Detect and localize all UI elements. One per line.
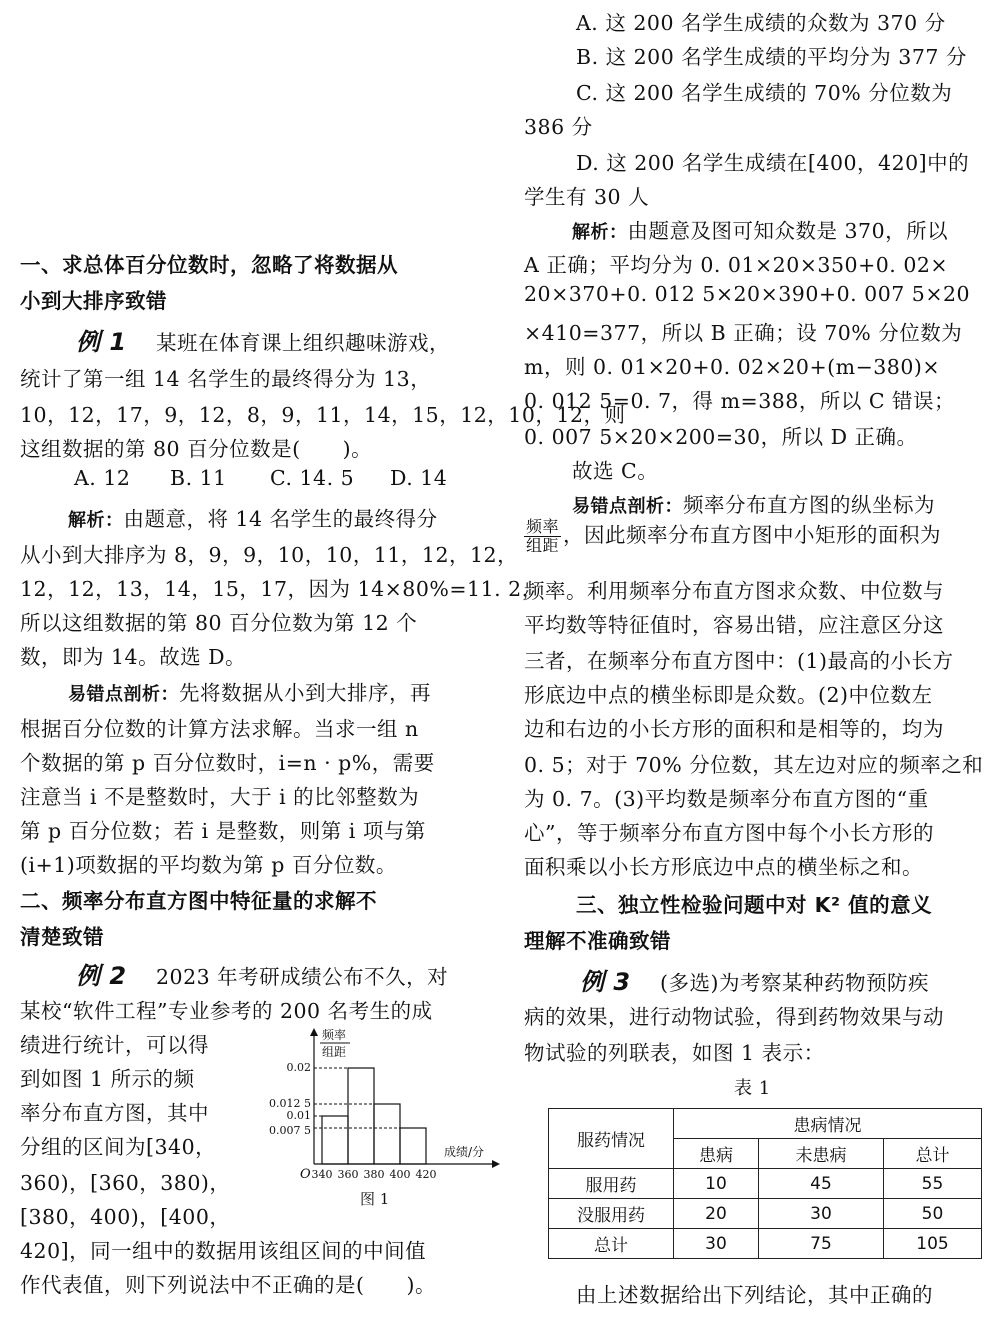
error-analysis-2-line-11: 面积乘以小长方形底边中点的横坐标之和。 [524, 855, 923, 879]
error-analysis-2-line-5: 三者，在频率分布直方图中：(1)最高的小长方 [524, 649, 954, 673]
table-cell: 45 [759, 1169, 884, 1199]
table-cell: 75 [759, 1229, 884, 1259]
figure-1-caption: 图 1 [360, 1190, 390, 1208]
table-row-label: 没服用药 [549, 1199, 674, 1229]
x-axis-label: 成绩/分 [444, 1145, 485, 1159]
solution-2-line-2: A 正确；平均分为 0. 01×20×350+0. 02× [524, 253, 949, 277]
error-analysis-2-line-8: 0. 5；对于 70% 分位数，其左边对应的频率之和 [524, 753, 984, 777]
section-2-title-line-2: 清楚致错 [20, 925, 104, 949]
solution-2-line-6: 0. 012 5=0. 7，得 m=388，所以 C 错误； [524, 389, 956, 413]
error-analysis-1-line-4: 注意当 i 不是整数时，大于 i 的比邻整数为 [20, 785, 420, 809]
section-1-title-line-2: 小到大排序致错 [20, 289, 167, 313]
example-1-line-1: 某班在体育课上组织趣味游戏， [156, 331, 450, 355]
x-tick-label: 420 [415, 1168, 437, 1181]
error-analysis-2-line-6: 形底边中点的横坐标即是众数。(2)中位数左 [524, 683, 933, 707]
error-analysis-2-first-line: 易错点剖析：频率分布直方图的纵坐标为 [572, 493, 935, 517]
example-2-line-9: 420]，同一组中的数据用该组区间的中间值 [20, 1239, 427, 1263]
error-analysis-2-line-10: 心”，等于频率分布直方图中每个小长方形的 [524, 821, 934, 845]
x-tick-label: 380 [363, 1168, 385, 1181]
solution-2-conclusion: 故选 C。 [572, 459, 659, 483]
histogram-bar [400, 1128, 426, 1164]
table-group-header: 患病情况 [674, 1109, 982, 1139]
histogram-bar [374, 1104, 400, 1164]
y-axis-label-top: 频率 [322, 1028, 347, 1042]
y-tick-label: 0.012 5 [269, 1097, 311, 1110]
solution-2-label: 解析： [572, 222, 628, 243]
table-col-header: 总计 [884, 1139, 982, 1169]
example-2-option-b: B. 这 200 名学生成绩的平均分为 377 分 [576, 45, 967, 69]
error-analysis-2-line-7: 边和右边的小长方形的面积和是相等的，均为 [524, 717, 944, 741]
table-cell: 55 [884, 1169, 982, 1199]
error-analysis-1-label: 易错点剖析： [68, 684, 179, 705]
table-row [549, 1229, 982, 1259]
table-col-header: 患病 [674, 1139, 759, 1169]
solution-1-line-3: 12，12，13，14，15，17，因为 14×80%=11. 2， [20, 577, 543, 601]
y-axis-label-bottom: 组距 [322, 1045, 347, 1059]
example-2-line-6: 分组的区间为[340， [20, 1135, 217, 1159]
y-tick-label: 0.02 [286, 1061, 311, 1074]
error-analysis-2-line-4: 平均数等特征值时，容易出错，应注意区分这 [524, 613, 944, 637]
solution-1-line-5: 数，即为 14。故选 D。 [20, 645, 247, 669]
error-analysis-2-label: 易错点剖析： [572, 496, 683, 517]
example-2-line-5: 率分布直方图，其中 [20, 1101, 209, 1125]
table-corner-cell: 服药情况 [549, 1109, 674, 1169]
example-1-option-b: B. 11 [170, 466, 227, 490]
error-analysis-1-line-6: (i+1)项数据的平均数为第 p 百分位数。 [20, 853, 397, 877]
example-1-line-4: 这组数据的第 80 百分位数是( )。 [20, 437, 373, 461]
table-cell: 105 [884, 1229, 982, 1259]
solution-2-line-7: 0. 007 5×20×200=30，所以 D 正确。 [524, 425, 918, 449]
table-1-caption: 表 1 [734, 1078, 771, 1099]
example-3-label: 例 3 [580, 968, 631, 996]
solution-2-line-5: m，则 0. 01×20+0. 02×20+(m−380)× [524, 355, 941, 379]
example-2-line-8: [380，400)，[400， [20, 1205, 231, 1229]
example-1-option-d: D. 14 [390, 466, 448, 490]
example-2-option-d-line-1: D. 这 200 名学生成绩在[400，420]中的 [576, 151, 970, 175]
table-header-row [549, 1109, 982, 1139]
error-analysis-1-line-3: 个数据的第 p 百分位数时，i=n · p%，需要 [20, 751, 435, 775]
error-analysis-1-line-5: 第 p 百分位数；若 i 是整数，则第 i 项与第 [20, 819, 426, 843]
example-2-option-a: A. 这 200 名学生成绩的众数为 370 分 [576, 11, 946, 35]
solution-2-line-3: 20×370+0. 012 5×20×390+0. 007 5×20 [524, 282, 971, 306]
table-cell: 20 [674, 1199, 759, 1229]
frequency-per-width-fraction: $\frac{\text{频率}}{\text{组距}}$ [526, 517, 560, 555]
section-3-title-line-1: 三、独立性检验问题中对 K² 值的意义 [576, 893, 933, 917]
section-3-title-line-2: 理解不准确致错 [524, 929, 671, 953]
x-axis-arrow [492, 1160, 500, 1168]
histogram-bar [348, 1068, 374, 1164]
table-row-label: 总计 [549, 1229, 674, 1259]
example-2-line-7: 360)，[360，380)， [20, 1171, 231, 1195]
section-2-title-line-1: 二、频率分布直方图中特征量的求解不 [20, 889, 377, 913]
example-2-line-1: 2023 年考研成绩公布不久，对 [156, 965, 449, 989]
example-2-line-3: 绩进行统计，可以得 [20, 1033, 209, 1057]
solution-1-label: 解析： [68, 510, 124, 531]
error-analysis-2-line-2: $\frac{\text{频率}}{\text{组距}}$ ，因此频率分布直方图中小矩形的面积为 [526, 517, 942, 555]
frequency-histogram [256, 1024, 500, 1200]
example-2-line-4: 到如图 1 所示的频 [20, 1067, 195, 1091]
solution-1-line-4: 所以这组数据的第 80 百分位数为第 12 个 [20, 611, 418, 635]
example-3-conclusion-line: 由上述数据给出下列结论，其中正确的 [576, 1283, 933, 1307]
error-analysis-2-line-9: 为 0. 7。(3)平均数是频率分布直方图的“重 [524, 787, 929, 811]
example-3-line-3: 物试验的列联表，如图 1 表示： [524, 1041, 825, 1065]
example-1-option-a: A. 12 [74, 466, 131, 490]
y-tick-label: 0.007 5 [269, 1124, 311, 1137]
solution-1-first-line: 解析：由题意，将 14 名学生的最终得分 [68, 507, 438, 531]
example-2-line-10: 作代表值，则下列说法中不正确的是( )。 [20, 1273, 436, 1297]
error-analysis-1-first-line: 易错点剖析：先将数据从小到大排序，再 [68, 681, 431, 705]
error-analysis-1-line-2: 根据百分位数的计算方法求解。当求一组 n [20, 717, 419, 741]
table-col-header: 未患病 [759, 1139, 884, 1169]
x-tick-label: 360 [337, 1168, 359, 1181]
x-tick-label: 340 [311, 1168, 333, 1181]
origin-label: O [300, 1167, 311, 1182]
table-cell: 30 [674, 1229, 759, 1259]
solution-2-first-line: 解析：由题意及图可知众数是 370，所以 [572, 219, 949, 243]
example-1-label: 例 1 [76, 328, 127, 356]
y-axis-arrow [310, 1028, 318, 1036]
example-1-option-c: C. 14. 5 [270, 466, 355, 490]
contingency-table [548, 1108, 982, 1259]
y-tick-label: 0.01 [286, 1109, 311, 1122]
example-2-line-2: 某校“软件工程”专业参考的 200 名考生的成 [20, 999, 433, 1023]
example-2-option-d-line-2: 学生有 30 人 [524, 185, 650, 209]
solution-1-line-2: 从小到大排序为 8，9，9，10，10，11，12，12， [20, 543, 519, 567]
table-row [549, 1199, 982, 1229]
example-3-line-2: 病的效果，进行动物试验，得到药物效果与动 [524, 1005, 944, 1029]
table-cell: 10 [674, 1169, 759, 1199]
table-cell: 50 [884, 1199, 982, 1229]
section-1-title-line-1: 一、求总体百分位数时，忽略了将数据从 [20, 253, 398, 277]
example-2-label: 例 2 [76, 962, 127, 990]
histogram-bar [322, 1116, 348, 1164]
example-3-line-1: (多选)为考察某种药物预防疾 [660, 971, 929, 995]
table-cell: 30 [759, 1199, 884, 1229]
table-row-label: 服用药 [549, 1169, 674, 1199]
x-tick-label: 400 [389, 1168, 411, 1181]
example-2-option-c-line-2: 386 分 [524, 115, 593, 139]
solution-2-line-4: ×410=377，所以 B 正确；设 70% 分位数为 [524, 321, 963, 345]
example-2-option-c-line-1: C. 这 200 名学生成绩的 70% 分位数为 [576, 81, 953, 105]
example-1-line-3: 10，12，17，9，12，8，9，11，14，15，12，10，12，则 [20, 403, 626, 427]
error-analysis-2-line-3: 频率。利用频率分布直方图求众数、中位数与 [524, 579, 944, 603]
table-row [549, 1169, 982, 1199]
example-1-line-2: 统计了第一组 14 名学生的最终得分为 13， [20, 367, 432, 391]
